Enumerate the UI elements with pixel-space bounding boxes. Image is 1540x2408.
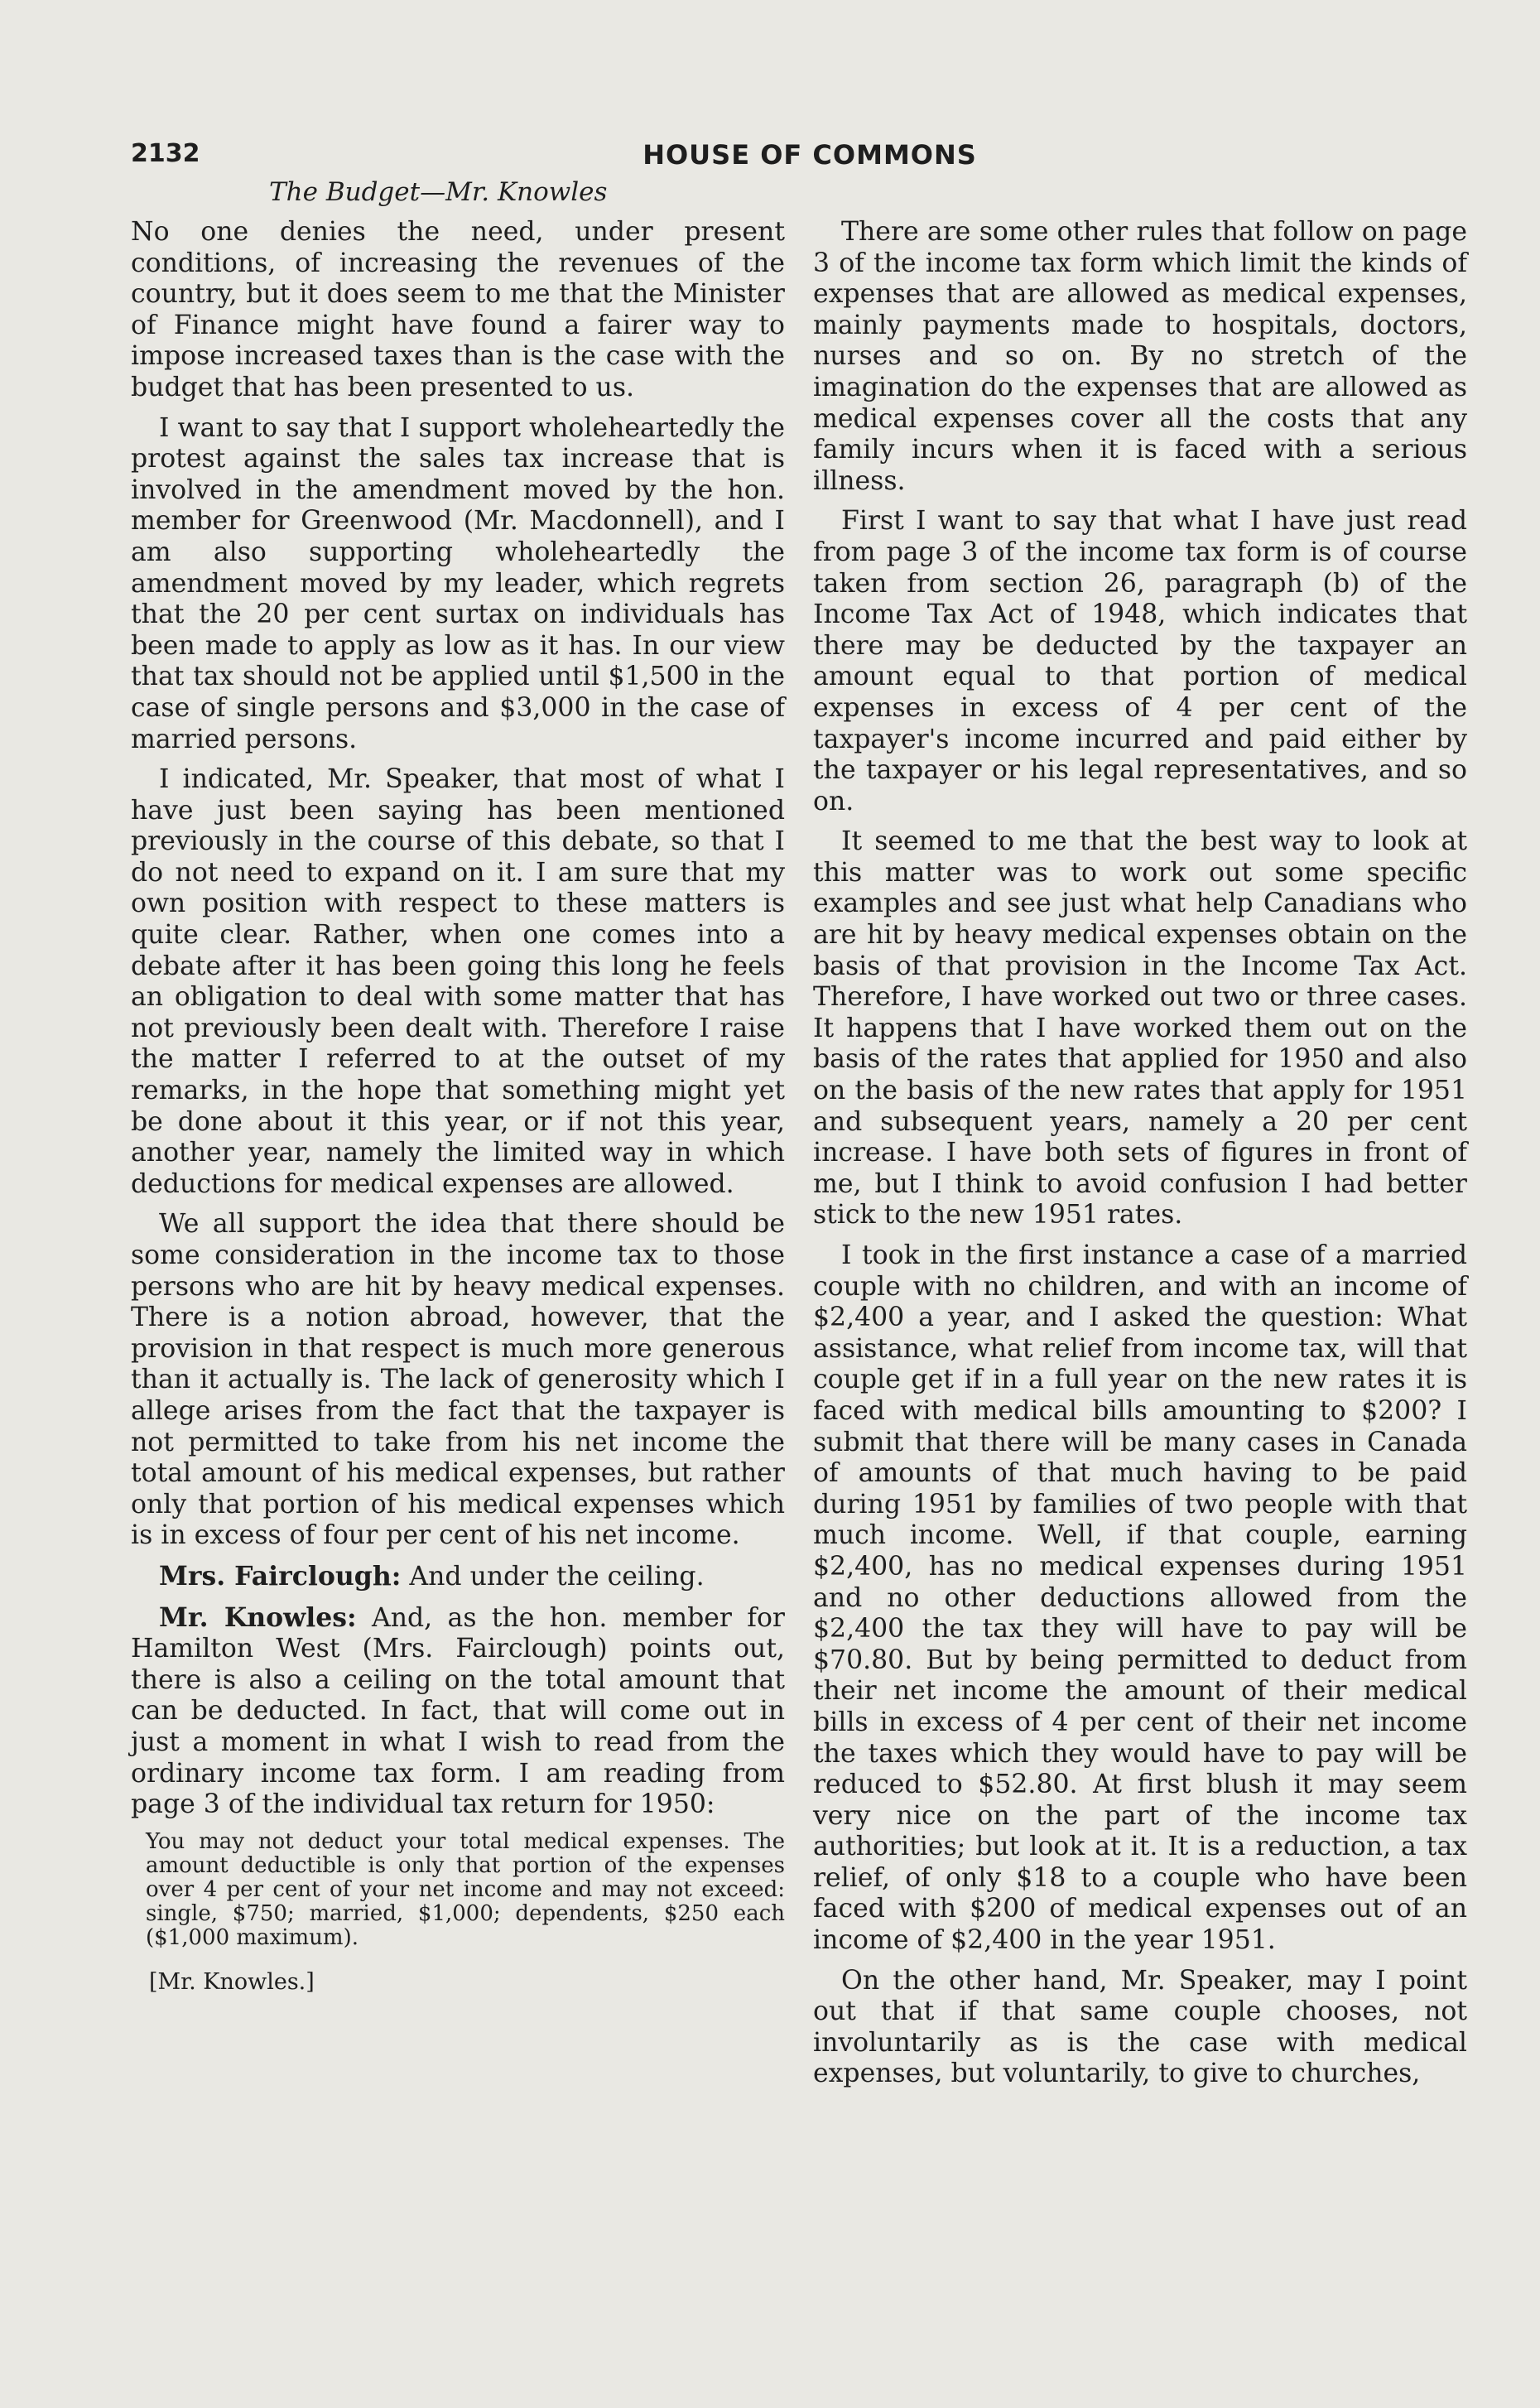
paragraph: No one denies the need, under present conditions, of increasing the revenues of the country, but it does seem to me that the Minister of Finance might have found a fairer way to impose increased taxes than is the case with the budget that has been presented to us. — [131, 217, 785, 402]
quoted-text: You may not deduct your total medical expenses. The amount deductible is only that portion of the expenses over 4 per cent of your net income and may not exceed: single, $750; married, $1,000; dependents, $250 each ($1,000 maximum). — [146, 1828, 785, 1950]
speech-text: And, as the hon. member for Hamilton West (Mrs. Fairclough) points out, there is also a ceiling on the total amount that can be deducted. In fact, that will come out in just a moment in what I wish to read from the ordinary income tax form. I am reading from page 3 of the individual tax return for 1950: — [131, 1602, 785, 1820]
paragraph — [131, 1561, 785, 1593]
page-number: 2132 — [131, 139, 200, 168]
paragraph: It seemed to me that the best way to look at this matter was to work out some specific examples and see just what help Canadians who are hit by heavy medical expenses obtain on the basis of that provision in the Income Tax Act. Therefore, I have worked out two or three cases. It happens that I have worked them out on the basis of the rates that applied for 1950 and also on the basis of the new rates that apply for 1951 and subsequent years, namely a 20 per cent increase. I have both sets of figures in front of me, but I think to avoid confusion I had better stick to the new 1951 rates. — [813, 826, 1467, 1230]
paragraph: There are some other rules that follow on page 3 of the income tax form which limit the kinds of expenses that are allowed as medical expenses, mainly payments made to hospitals, doctors, nurses and so on. By no stretch of the imagination do the expenses that are allowed as medical expenses cover all the costs that any family incurs when it is faced with a serious illness. — [813, 217, 1467, 496]
paragraph: I want to say that I support wholeheartedly the protest against the sales tax increase that is involved in the amendment moved by the hon. member for Greenwood (Mr. Macdonnell), and I am also supporting wholeheartedly the amendment moved by my leader, which regrets that the 20 per cent surtax on individuals has been made to apply as low as it has. In our view that tax should not be applied until $1,500 in the case of single persons and $3,000 in the case of married persons. — [131, 412, 785, 754]
paragraph: We all support the idea that there should be some consideration in the income tax to those persons who are hit by heavy medical expenses. There is a notion abroad, however, that the provision in that respect is much more generous than it actually is. The lack of generosity which I allege arises from the fact that the taxpayer is not permitted to take from his net income the total amount of his medical expenses, but rather only that portion of his medical expenses which is in excess of four per cent of his net income. — [131, 1209, 785, 1551]
page-header — [131, 139, 1489, 176]
left-column — [131, 217, 785, 1997]
speaker-name: Mrs. Fairclough: — [159, 1560, 402, 1592]
right-column — [813, 217, 1467, 2099]
page-footer: [Mr. Knowles.] — [149, 1968, 315, 1995]
paragraph: I indicated, Mr. Speaker, that most of what I have just been saying has been mentioned previously in the course of this debate, so that I do not need to expand on it. I am sure that my own position with respect to these matters is quite clear. Rather, when one comes into a debate after it has been going this long he feels an obligation to deal with some matter that has not previously been dealt with. Therefore I raise the matter I referred to at the outset of my remarks, in the hope that something might yet be done about it this year, or if not this year, another year, namely the limited way in which deductions for medical expenses are allowed. — [131, 764, 785, 1199]
paragraph — [131, 1602, 785, 1821]
paragraph: First I want to say that what I have just read from page 3 of the income tax form is of course taken from section 26, paragraph (b) of the Income Tax Act of 1948, which indicates that there may be deducted by the taxpayer an amount equal to that portion of medical expenses in excess of 4 per cent of the taxpayer's income incurred and paid either by the taxpayer or his legal representatives, and so on. — [813, 506, 1467, 816]
running-head: The Budget—Mr. Knowles — [269, 177, 608, 207]
paragraph: On the other hand, Mr. Speaker, may I point out that if that same couple chooses, not involuntarily as is the case with medical expenses, but voluntarily, to give to churches, — [813, 1965, 1467, 2089]
speaker-name: Mr. Knowles: — [159, 1601, 357, 1633]
speech-text: And under the ceiling. — [401, 1561, 705, 1592]
page-title: HOUSE OF COMMONS — [642, 139, 977, 171]
paragraph: I took in the first instance a case of a married couple with no children, and with an income of $2,400 a year, and I asked the question: What assistance, what relief from income tax, will that couple get if in a full year on the new rates it is faced with medical bills amounting to $200? I submit that there will be many cases in Canada of amounts of that much having to be paid during 1951 by families of two people with that much income. Well, if that couple, earning $2,400, has no medical expenses during 1951 and no other deductions allowed from the $2,400 the tax they will have to pay will be $70.80. But by being permitted to deduct from their net income the amount of their medical bills in excess of 4 per cent of their net income the taxes which they would have to pay will be reduced to $52.80. At first blush it may seem very nice on the part of the income tax authorities; but look at it. It is a reduction, a tax relief, of only $18 to a couple who have been faced with $200 of medical expenses out of an income of $2,400 in the year 1951. — [813, 1240, 1467, 1956]
